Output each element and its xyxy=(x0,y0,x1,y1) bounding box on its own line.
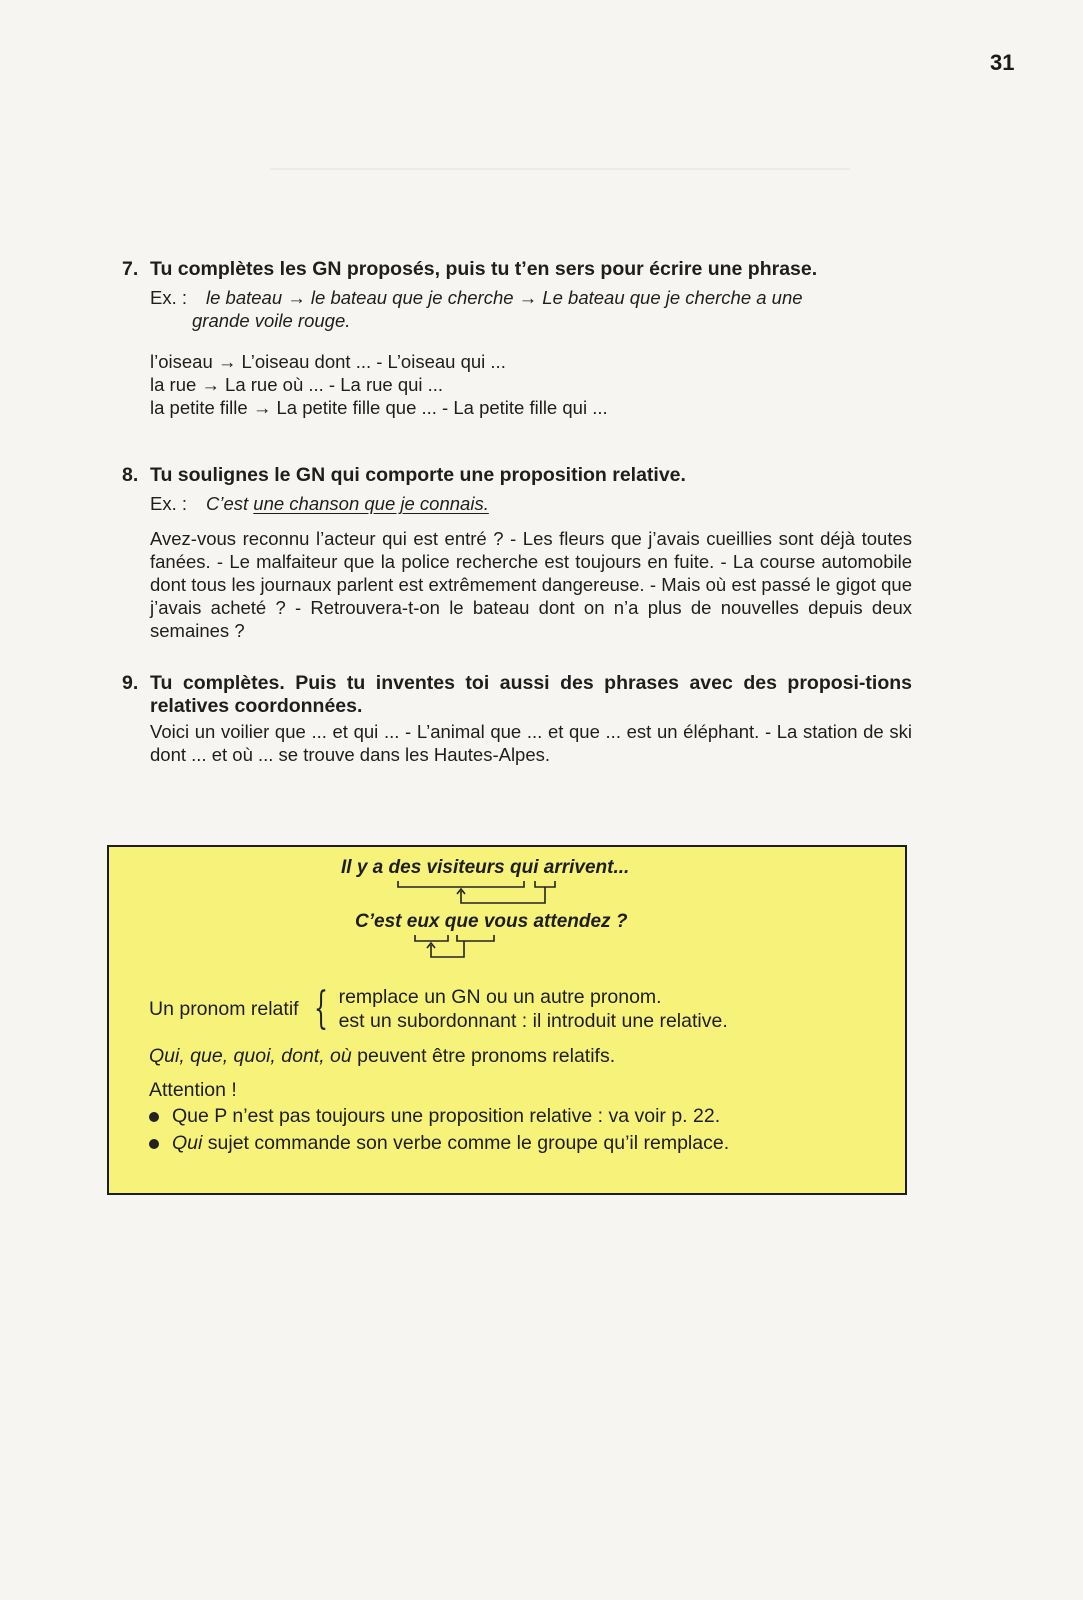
exercise-paragraph: Avez-vous reconnu l’acteur qui est entré ? - Les fleurs que j’avais cueillies sont déjà toutes fanées. - Le malfaiteur que la police recherche est toujours en fuite. - La course automobile dont tous les journaux parlent est extrêmement dangereuse. - Mais où est passé le gigot que j’avais acheté ? - Retrouvera-t-on le bateau dont on n’a plus de nouvelles depuis deux semaines ? xyxy=(150,528,912,641)
bullet-rest: sujet commande son verbe comme le groupe qu’il remplace. xyxy=(207,1132,730,1154)
exercise-7 xyxy=(122,258,912,419)
exercise-number: 7. xyxy=(122,258,139,280)
relatif-definition xyxy=(149,985,728,1033)
exercise-title xyxy=(122,258,912,281)
exercise-line: la petite fille → La petite fille que ... - La petite fille qui ... xyxy=(150,397,608,418)
exercise-title xyxy=(122,464,912,487)
exercise-number: 8. xyxy=(122,464,139,486)
exercise-paragraph: Voici un voilier que ... et qui ... - L’animal que ... et que ... est un éléphant. - La station de ski dont ... et où ... se trouve dans les Hautes-Alpes. xyxy=(150,721,912,765)
definition-line: remplace un GN ou un autre pronom. xyxy=(338,986,662,1008)
bullet-text: Que P n’est pas toujours une proposition relative : va voir p. 22. xyxy=(172,1105,721,1127)
example-underlined-gn: une chanson que je connais. xyxy=(253,493,489,514)
attention-label: Attention ! xyxy=(149,1079,237,1101)
exercise-instruction: Tu complètes. Puis tu inventes toi aussi des phrases avec des proposi-tions relatives coordonnées. xyxy=(150,672,912,717)
bullet-text xyxy=(172,1132,729,1155)
exercise-number: 9. xyxy=(122,672,139,694)
example xyxy=(150,286,912,309)
sentence-prefix: C’est xyxy=(355,911,402,932)
reference-bracket-1 xyxy=(394,879,564,905)
exercise-9 xyxy=(122,672,912,766)
pronoms-list-suffix: peuvent être pronoms relatifs. xyxy=(357,1045,616,1067)
example xyxy=(150,492,912,515)
pronoms-list-line xyxy=(149,1045,615,1068)
definition-line: est un subordonnant : il introduit une relative. xyxy=(338,1010,728,1032)
example-label: Ex. : xyxy=(150,287,188,308)
exercise-instruction: Tu complètes les GN proposés, puis tu t’en sers pour écrire une phrase. xyxy=(150,258,818,280)
sentence-relative-pronoun: qui xyxy=(509,857,539,878)
pronoms-list: Qui, que, quoi, dont, où xyxy=(149,1045,352,1067)
example-text xyxy=(206,492,489,515)
relatif-definition-lines xyxy=(339,985,728,1033)
exercise-8 xyxy=(122,464,912,642)
sentence-gn: eux xyxy=(406,911,440,932)
attention-bullet-2 xyxy=(149,1132,729,1155)
exercise-lines xyxy=(150,350,912,419)
sentence-suffix: vous attendez ? xyxy=(483,911,628,932)
bullet-icon xyxy=(149,1112,159,1122)
rule-box xyxy=(107,845,907,1195)
exercise-instruction: Tu soulignes le GN qui comporte une proposition relative. xyxy=(150,464,686,486)
sentence-prefix: Il y a xyxy=(341,857,384,878)
exercise-line: l’oiseau → L’oiseau dont ... - L’oiseau qui ... xyxy=(150,351,506,372)
relatif-label: Un pronom relatif xyxy=(149,997,299,1020)
example-text-continued: grande voile rouge. xyxy=(192,310,351,331)
bullet-icon xyxy=(149,1139,159,1149)
attention-bullet-1 xyxy=(149,1105,720,1128)
rule-example-2 xyxy=(355,911,627,933)
example-prefix: C’est xyxy=(206,493,249,514)
curly-brace: { xyxy=(313,983,328,1034)
example-label: Ex. : xyxy=(150,493,188,514)
sentence-relative-pronoun: que xyxy=(444,911,479,932)
exercise-line: la rue → La rue où ... - La rue qui ... xyxy=(150,374,444,395)
sentence-suffix: arrivent... xyxy=(543,857,630,878)
reference-bracket-2 xyxy=(412,933,512,959)
page-number: 31 xyxy=(990,50,1015,75)
exercise-title xyxy=(122,672,912,718)
bullet-italic: Qui xyxy=(172,1132,203,1154)
show-through-heading xyxy=(270,128,850,170)
sentence-gn: des visiteurs xyxy=(388,857,505,878)
example-text: le bateau → le bateau que je cherche → Le bateau que je cherche a une xyxy=(206,287,803,308)
rule-example-1 xyxy=(341,857,629,879)
